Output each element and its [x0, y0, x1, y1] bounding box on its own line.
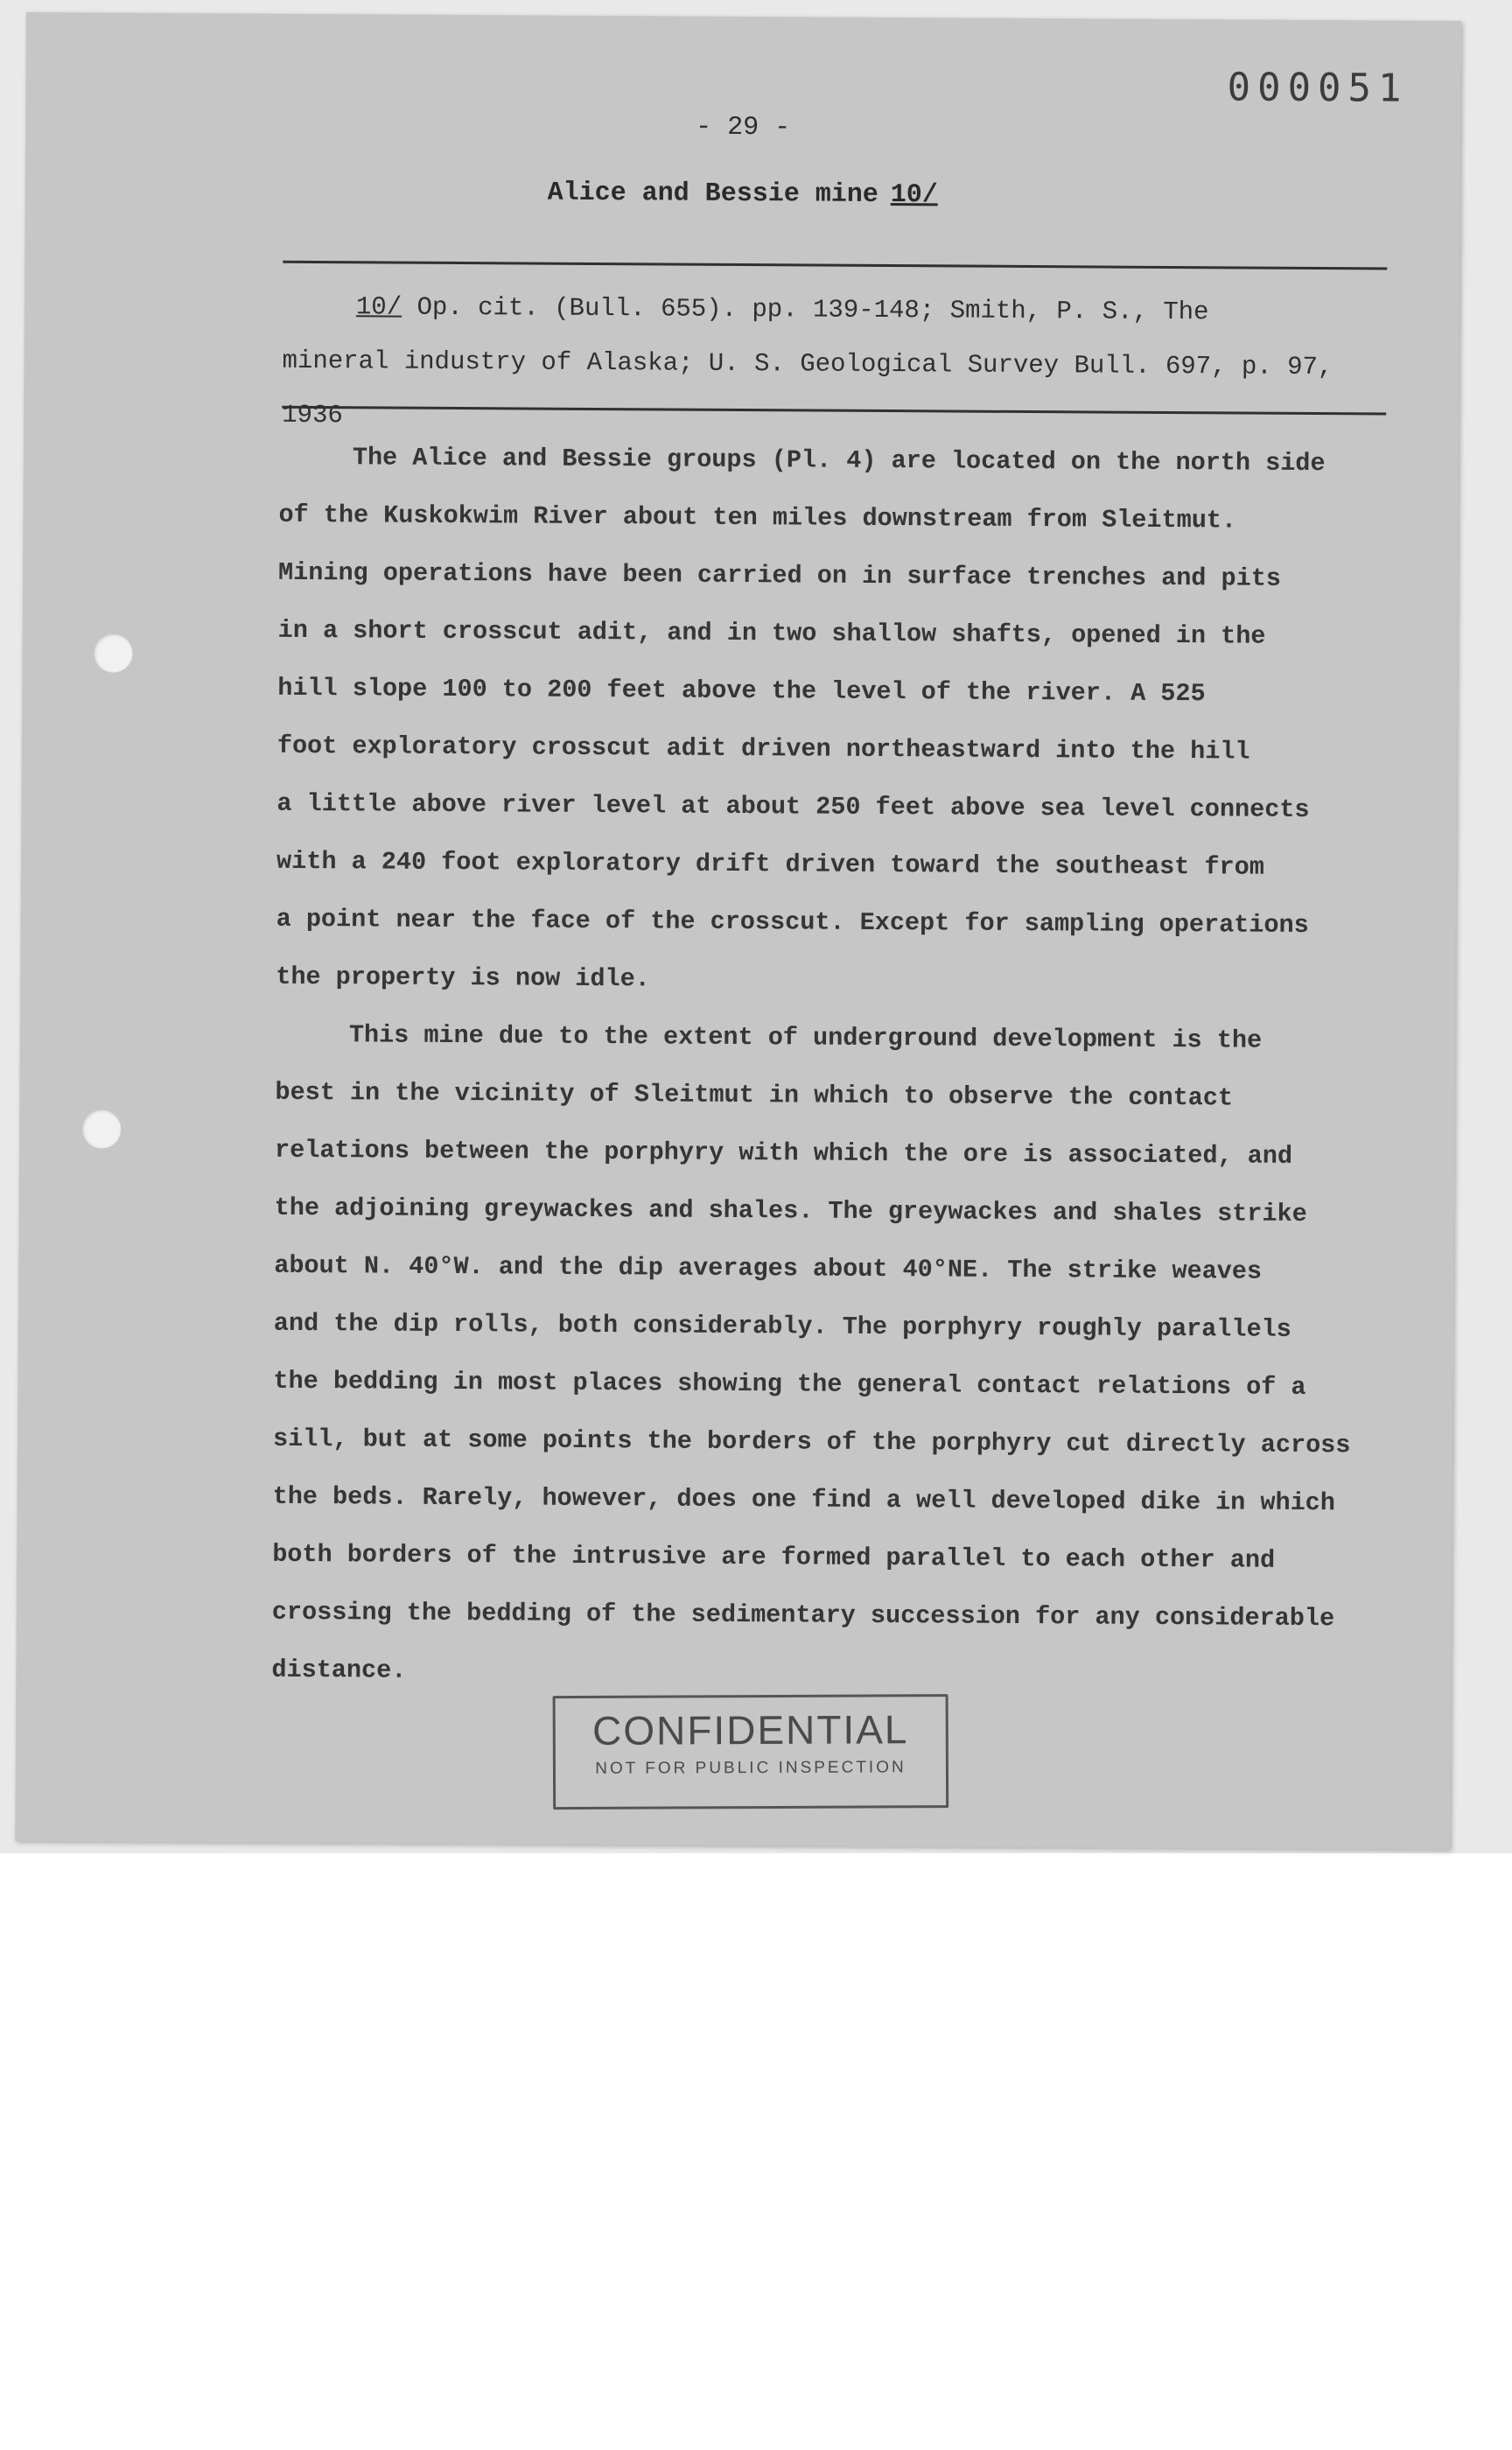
text-line: and the dip rolls, both considerably. The porphyry roughly parallels: [273, 1308, 1292, 1344]
title-footnote-ref: 10/: [890, 180, 938, 211]
text-line: best in the vicinity of Sleitmut in which to observe the contact: [275, 1077, 1234, 1113]
text-line: in a short crosscut adit, and in two shallow shafts, opened in the: [277, 615, 1266, 651]
text-line: the bedding in most places showing the general contact relations of a: [273, 1366, 1306, 1402]
text-line: a point near the face of the crosscut. Except for sampling operations: [276, 904, 1309, 940]
punch-hole-bottom: [82, 1110, 121, 1148]
punch-hole-top: [94, 634, 132, 672]
footnote-line-1: [283, 280, 1394, 341]
text-line: a little above river level at about 250 feet above sea level connects: [276, 788, 1310, 824]
text-line: This mine due to the extent of underground development is the: [348, 1020, 1263, 1055]
footnote-text-1: Op. cit. (Bull. 655). pp. 139-148; Smith, P. S., The: [416, 292, 1209, 327]
text-line: the beds. Rarely, however, does one find a well developed dike in which: [272, 1481, 1336, 1518]
text-line: crossing the bedding of the sedimentary succession for any considerable: [271, 1597, 1335, 1634]
text-line: hill slope 100 to 200 feet above the level of the river. A 525: [277, 673, 1206, 709]
text-line: relations between the porphyry with which the ore is associated, and: [274, 1135, 1293, 1171]
text-line: of the Kuskokwim River about ten miles downstream from Sleitmut.: [278, 500, 1237, 536]
text-line: The Alice and Bessie groups (Pl. 4) are located on the north side: [352, 443, 1326, 479]
text-line: about N. 40°W. and the dip averages about 40°NE. The strike weaves: [274, 1250, 1263, 1286]
paragraph-1: [276, 429, 1408, 1013]
document-number: 000051: [1227, 65, 1409, 111]
paragraph-2: [271, 1006, 1404, 1706]
document-sheet: [15, 12, 1461, 1850]
stamp-title: CONFIDENTIAL: [592, 1706, 909, 1754]
text-line: Mining operations have been carried on in surface trenches and pits: [277, 557, 1282, 593]
text-line: sill, but at some points the borders of the porphyry cut directly across: [272, 1424, 1351, 1460]
text-line: with a 240 foot exploratory drift driven toward the southeast from: [276, 846, 1264, 882]
text-line: distance.: [271, 1655, 407, 1685]
text-line: both borders of the intrusive are formed parallel to each other and: [272, 1539, 1276, 1575]
footnote: [282, 280, 1394, 450]
footnote-ref: 10/: [355, 292, 402, 322]
page-number: - 29 -: [696, 112, 791, 144]
body-text: [271, 429, 1408, 1706]
page-title-text: Alice and Bessie mine: [547, 178, 878, 210]
footnote-line-2: mineral industry of Alaska; U. S. Geological Survey Bull. 697, p. 97, 1936: [282, 346, 1334, 430]
text-line: the adjoining greywackes and shales. The greywackes and shales strike: [274, 1193, 1307, 1228]
page-title: [25, 175, 1460, 214]
confidential-stamp: [553, 1694, 949, 1810]
stamp-subtitle: NOT FOR PUBLIC INSPECTION: [595, 1758, 906, 1778]
text-line: the property is now idle.: [276, 962, 650, 994]
footnote-rule-top: [283, 261, 1387, 270]
text-line: foot exploratory crosscut adit driven northeastward into the hill: [276, 731, 1250, 766]
